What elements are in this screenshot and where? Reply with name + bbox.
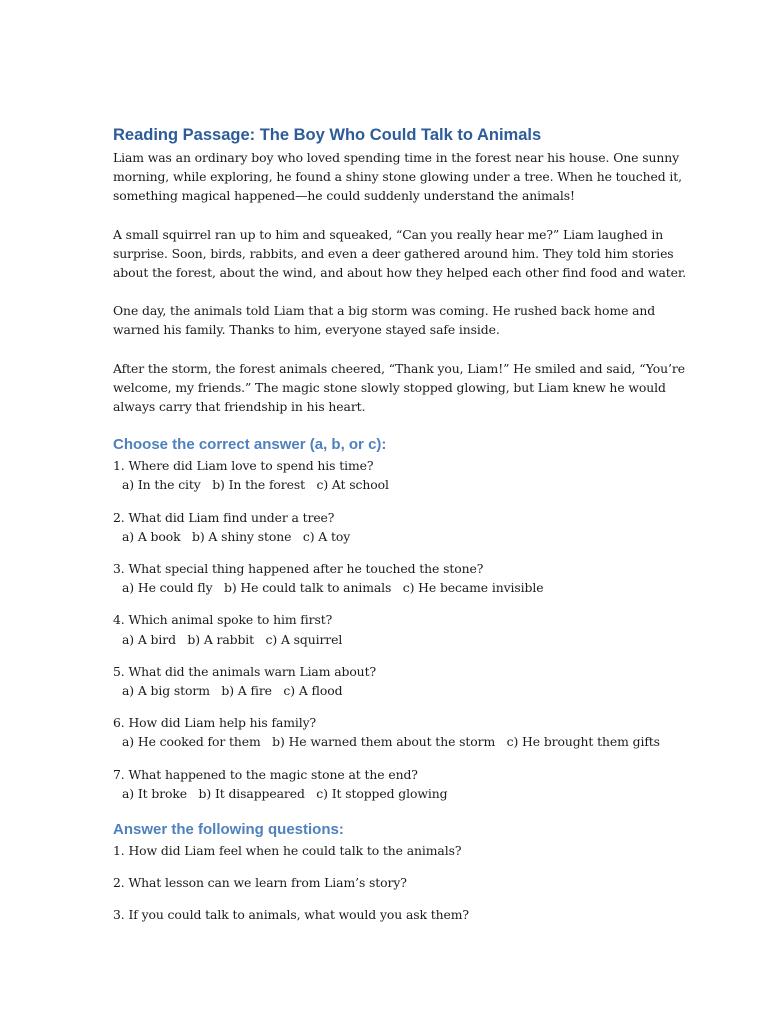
question-text: 1. How did Liam feel when he could talk to the animals? xyxy=(113,843,462,859)
text-line: One day, the animals told Liam that a big storm was coming. He rushed back home and xyxy=(113,303,656,319)
text-line: After the storm, the forest animals cheered, “Thank you, Liam!” He smiled and said, “You’re xyxy=(113,360,685,376)
question-text: 3. What special thing happened after he touched the stone? xyxy=(113,561,484,577)
paragraph-2 xyxy=(113,225,687,283)
mcq-item xyxy=(113,662,673,700)
paragraph-1 xyxy=(113,148,682,206)
reading-passage xyxy=(113,148,687,416)
answer-options: a) A big storm b) A fire c) A flood xyxy=(122,683,343,699)
mcq-item xyxy=(113,765,673,803)
answer-options: a) He cooked for them b) He warned them about the storm c) He brought them gifts xyxy=(122,734,660,750)
question-text: 6. How did Liam help his family? xyxy=(113,715,317,731)
mcq-list xyxy=(113,456,673,803)
question-text: 5. What did the animals warn Liam about? xyxy=(113,663,376,679)
mcq-item xyxy=(113,508,673,546)
page-title: Reading Passage: The Boy Who Could Talk to Animals xyxy=(113,126,542,144)
document-content xyxy=(113,124,687,938)
question-text: 7. What happened to the magic stone at the end? xyxy=(113,766,418,782)
mcq-item xyxy=(113,610,673,648)
mcq-item xyxy=(113,713,673,751)
question-text: 4. Which animal spoke to him first? xyxy=(113,612,333,628)
question-text: 3. If you could talk to animals, what would you ask them? xyxy=(113,907,469,923)
open-question-item xyxy=(113,873,673,892)
text-line: something magical happened—he could suddenly understand the animals! xyxy=(113,188,575,204)
answer-options: a) In the city b) In the forest c) At school xyxy=(122,477,389,493)
text-line: surprise. Soon, birds, rabbits, and even a deer gathered around him. They told him stories xyxy=(113,245,674,261)
text-line: always carry that friendship in his heart. xyxy=(113,399,366,415)
open-question-item xyxy=(113,841,673,860)
text-line: warned his family. Thanks to him, everyone stayed safe inside. xyxy=(113,322,500,338)
question-text: 2. What did Liam find under a tree? xyxy=(113,509,335,525)
mcq-item xyxy=(113,559,673,597)
answer-options: a) A bird b) A rabbit c) A squirrel xyxy=(122,631,343,647)
answer-options: a) A book b) A shiny stone c) A toy xyxy=(122,528,351,544)
open-questions-heading: Answer the following questions: xyxy=(113,821,344,839)
question-text: 2. What lesson can we learn from Liam’s story? xyxy=(113,875,407,891)
paragraph-4 xyxy=(113,359,685,417)
answer-options: a) He could fly b) He could talk to animals c) He became invisible xyxy=(122,580,544,596)
text-line: about the forest, about the wind, and about how they helped each other find food and water. xyxy=(113,265,687,281)
paragraph-3 xyxy=(113,301,673,339)
open-questions-list xyxy=(113,841,673,925)
mcq-item xyxy=(113,456,673,494)
text-line: Liam was an ordinary boy who loved spending time in the forest near his house. One sunny xyxy=(113,150,680,165)
text-line: A small squirrel ran up to him and squeaked, “Can you really hear me?” Liam laughed in xyxy=(113,226,664,242)
text-line: welcome, my friends.” The magic stone slowly stopped glowing, but Liam knew he would xyxy=(113,379,666,395)
open-question-item xyxy=(113,905,673,924)
question-text: 1. Where did Liam love to spend his time? xyxy=(113,458,374,474)
answer-options: a) It broke b) It disappeared c) It stopped glowing xyxy=(122,785,448,801)
mcq-heading: Choose the correct answer (a, b, or c): xyxy=(113,436,387,454)
text-line: morning, while exploring, he found a shiny stone glowing under a tree. When he touched it, xyxy=(113,169,682,185)
